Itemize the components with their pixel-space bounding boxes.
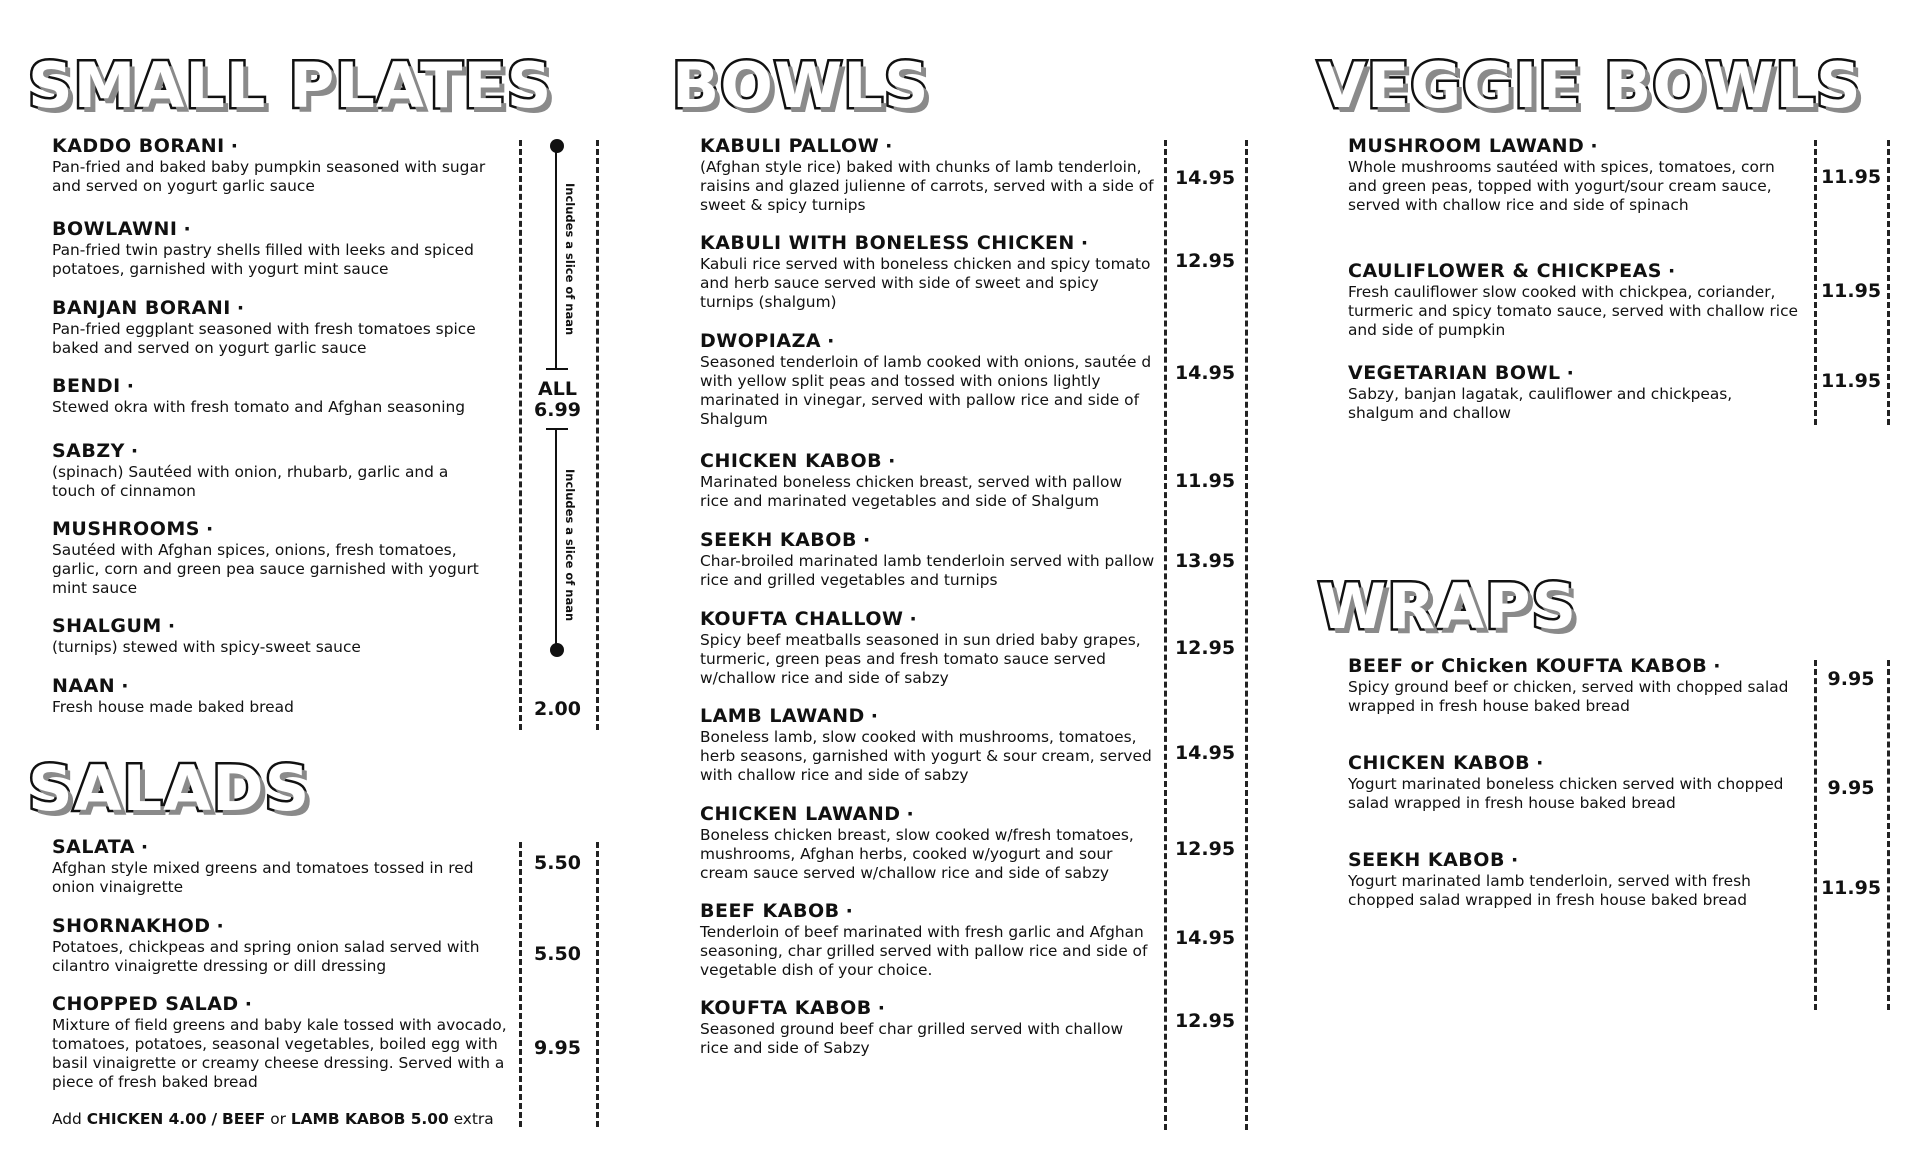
wrap-price: 9.95 <box>1827 777 1875 799</box>
item-description: Boneless chicken breast, slow cooked w/fresh tomatoes, mushrooms, Afghan herbs, cooked w/yogurt and sour cream sauce served w/challow rice and side of sabzy <box>700 826 1134 882</box>
wrap-price: 9.95 <box>1827 668 1875 690</box>
menu-item <box>700 900 1155 980</box>
bowl-price: 14.95 <box>1174 742 1236 764</box>
price-column-right-rule <box>596 140 599 730</box>
item-name: KABULI PALLOW <box>700 135 880 157</box>
item-description: Pan-fried eggplant seasoned with fresh tomatoes spice baked and served on yogurt garlic sauce <box>52 320 476 357</box>
salad-price: 5.50 <box>534 943 581 965</box>
menu-item <box>1348 752 1798 813</box>
salad-price-right-rule <box>596 842 599 1127</box>
menu-item <box>700 330 1155 429</box>
item-name: CHOPPED SALAD <box>52 993 239 1015</box>
item-name: MUSHROOM LAWAND <box>1348 135 1585 157</box>
menu-item <box>52 836 507 897</box>
bowl-price: 12.95 <box>1174 250 1236 272</box>
item-name: SEEKH KABOB <box>1348 849 1505 871</box>
wraps-title: WRAPS <box>1318 570 1578 643</box>
bullet: · <box>216 915 225 937</box>
salad-price: 9.95 <box>534 1037 581 1059</box>
menu-item <box>52 675 507 717</box>
item-description: Seasoned tenderloin of lamb cooked with onions, sautée d with yellow split peas and tossed with onions lightly marinated in vinegar, served with pallow rice and side of Shalgum <box>700 353 1152 428</box>
bullet: · <box>183 218 192 240</box>
item-name: SHORNAKHOD <box>52 915 211 937</box>
item-description: Spicy ground beef or chicken, served with chopped salad wrapped in fresh house baked bread <box>1348 678 1789 715</box>
item-description: Afghan style mixed greens and tomatoes tossed in red onion vinaigrette <box>52 859 474 896</box>
addon-or: or <box>270 1110 286 1128</box>
menu-item <box>1348 362 1768 423</box>
item-name: NAAN <box>52 675 116 697</box>
item-name: CHICKEN KABOB <box>700 450 883 472</box>
bullet: · <box>130 440 139 462</box>
item-name: BEEF or Chicken KOUFTA KABOB <box>1348 655 1708 677</box>
item-description: Sabzy, banjan lagatak, cauliflower and chickpeas, shalgum and challow <box>1348 385 1733 422</box>
item-name: KOUFTA CHALLOW <box>700 608 904 630</box>
item-name: SABZY <box>52 440 125 462</box>
addon-add: Add <box>52 1110 82 1128</box>
item-description: (Afghan style rice) baked with chunks of lamb tenderloin, raisins and glazed julienne of carrots, served with a side of sweet & spicy turnips <box>700 158 1154 214</box>
item-name: MUSHROOMS <box>52 518 200 540</box>
item-name: CAULIFLOWER & CHICKPEAS <box>1348 260 1662 282</box>
salad-addon-note <box>52 1110 494 1128</box>
menu-item <box>700 608 1155 688</box>
item-description: Fresh cauliflower slow cooked with chickpea, coriander, turmeric and spicy tomato sauce, served with challow rice and side of pumpkin <box>1348 283 1799 339</box>
item-description: Sautéed with Afghan spices, onions, fresh tomatoes, garlic, corn and green pea sauce garnished with yogurt mint sauce <box>52 541 479 597</box>
bullet: · <box>827 330 835 352</box>
naan-note-bottom: Includes a slice of naan <box>563 469 577 622</box>
menu-item <box>52 375 507 417</box>
bullet: · <box>870 705 879 727</box>
veggie-price-right-rule <box>1887 140 1890 425</box>
item-description: Yogurt marinated lamb tenderloin, served with fresh chopped salad wrapped in fresh house baked bread <box>1348 872 1751 909</box>
bracket-top-knob <box>550 139 564 153</box>
bracket-top-line <box>555 150 557 368</box>
item-name: DWOPIAZA <box>700 330 822 352</box>
bracket-bottom-line <box>555 428 557 646</box>
item-description: Pan-fried and baked baby pumpkin seasoned with sugar and served on yogurt garlic sauce <box>52 158 486 195</box>
item-description: Whole mushrooms sautéed with spices, tomatoes, corn and green peas, topped with yogurt/sour cream sauce, served with challow rice and side of spinach <box>1348 158 1775 214</box>
veggie-price: 11.95 <box>1820 280 1882 302</box>
bowl-price: 13.95 <box>1174 550 1236 572</box>
menu-item <box>700 997 1155 1058</box>
bullet: · <box>244 993 253 1015</box>
bowls-title: BOWLS <box>672 49 930 122</box>
bullet: · <box>877 997 886 1019</box>
item-description: Char-broiled marinated lamb tenderloin served with pallow rice and grilled vegetables and turnips <box>700 552 1155 589</box>
bowl-price: 11.95 <box>1174 470 1236 492</box>
bowl-price: 14.95 <box>1174 362 1236 384</box>
veggie-price: 11.95 <box>1820 166 1882 188</box>
item-name: SEEKH KABOB <box>700 529 857 551</box>
naan-price: 2.00 <box>534 698 581 720</box>
bowl-price: 14.95 <box>1174 927 1236 949</box>
item-name: BEEF KABOB <box>700 900 840 922</box>
item-name: CHICKEN LAWAND <box>700 803 901 825</box>
bullet: · <box>906 803 915 825</box>
item-description: Kabuli rice served with boneless chicken and spicy tomato and herb sauce served with side of sweet and spicy turnips (shalgum) <box>700 255 1151 311</box>
bowls-price-right-rule <box>1245 140 1248 1130</box>
addon-slash: / <box>211 1110 218 1128</box>
menu-item <box>700 529 1155 590</box>
menu-item <box>1348 655 1798 716</box>
bullet: · <box>1590 135 1599 157</box>
item-description: (turnips) stewed with spicy-sweet sauce <box>52 638 361 656</box>
item-description: Yogurt marinated boneless chicken served with chopped salad wrapped in fresh house baked bread <box>1348 775 1784 812</box>
item-description: Stewed okra with fresh tomato and Afghan seasoning <box>52 398 466 416</box>
bullet: · <box>236 297 245 319</box>
item-name: KABULI WITH BONELESS CHICKEN <box>700 232 1075 254</box>
wrap-price: 11.95 <box>1820 877 1882 899</box>
item-name: SALATA <box>52 836 135 858</box>
bullet: · <box>205 518 214 540</box>
bullet: · <box>1080 232 1089 254</box>
menu-item <box>700 705 1155 785</box>
item-name: SHALGUM <box>52 615 162 637</box>
bracket-top-tick <box>546 368 568 370</box>
veggie-bowls-title: VEGGIE BOWLS <box>1318 49 1862 122</box>
item-name: KADDO BORANI <box>52 135 225 157</box>
veggie-price: 11.95 <box>1820 370 1882 392</box>
menu-item <box>1348 135 1798 215</box>
item-name: BANJAN BORANI <box>52 297 231 319</box>
item-name: BOWLAWNI <box>52 218 178 240</box>
menu-item <box>52 218 507 279</box>
bullet: · <box>1667 260 1676 282</box>
menu-item <box>700 450 1155 511</box>
bowl-price: 14.95 <box>1174 167 1236 189</box>
menu-item <box>52 615 507 657</box>
menu-item <box>1348 260 1798 340</box>
bullet: · <box>1566 362 1575 384</box>
menu-item <box>700 803 1155 883</box>
bowls-price-left-rule <box>1164 140 1167 1130</box>
bullet: · <box>167 615 176 637</box>
small-plates-title: SMALL PLATES <box>28 49 553 122</box>
item-description: (spinach) Sautéed with onion, rhubarb, garlic and a touch of cinnamon <box>52 463 449 500</box>
item-name: KOUFTA KABOB <box>700 997 872 1019</box>
all-label: ALL <box>538 378 577 400</box>
bullet: · <box>845 900 854 922</box>
menu-item <box>1348 849 1798 910</box>
addon-extra: extra <box>453 1110 494 1128</box>
item-description: Seasoned ground beef char grilled served with challow rice and side of Sabzy <box>700 1020 1124 1057</box>
all-price: 6.99 <box>534 399 581 421</box>
price-column-left-rule <box>519 140 522 730</box>
item-description: Pan-fried twin pastry shells filled with leeks and spiced potatoes, garnished with yogurt mint sauce <box>52 241 474 278</box>
menu-item <box>52 135 507 196</box>
bullet: · <box>1713 655 1721 677</box>
bullet: · <box>140 836 149 858</box>
addon-chicken: CHICKEN 4.00 <box>86 1110 207 1128</box>
menu-item <box>52 440 482 501</box>
item-description: Potatoes, chickpeas and spring onion salad served with cilantro vinaigrette dressing or dill dressing <box>52 938 480 975</box>
item-description: Mixture of field greens and baby kale tossed with avocado, tomatoes, potatoes, seasonal vegetables, boiled egg with basil vinaigrette or creamy cheese dressing. Served with a piece of fresh baked bread <box>52 1016 507 1091</box>
bullet: · <box>885 135 893 157</box>
bullet: · <box>126 375 135 397</box>
bullet: · <box>121 675 129 697</box>
item-description: Boneless lamb, slow cooked with mushrooms, tomatoes, herb seasons, garnished with yogurt & sour cream, served with challow rice and side of sabzy <box>700 728 1152 784</box>
bullet: · <box>888 450 896 472</box>
wraps-price-right-rule <box>1887 660 1890 1010</box>
salads-title: SALADS <box>28 752 311 825</box>
menu-item <box>52 297 507 358</box>
menu-item <box>700 135 1155 215</box>
item-description: Tenderloin of beef marinated with fresh garlic and Afghan seasoning, char grilled served with pallow rice and side of vegetable dish of your choice. <box>700 923 1148 979</box>
item-name: LAMB LAWAND <box>700 705 865 727</box>
bullet: · <box>1510 849 1519 871</box>
menu-item <box>52 518 507 598</box>
bracket-bottom-tick <box>546 428 568 430</box>
item-name: VEGETARIAN BOWL <box>1348 362 1561 384</box>
addon-lamb: LAMB KABOB 5.00 <box>290 1110 449 1128</box>
menu-item <box>52 993 507 1092</box>
bracket-bottom-knob <box>550 643 564 657</box>
item-name: BENDI <box>52 375 121 397</box>
salad-price-left-rule <box>519 842 522 1127</box>
bowl-price: 12.95 <box>1174 637 1236 659</box>
bullet: · <box>230 135 239 157</box>
bowl-price: 12.95 <box>1174 838 1236 860</box>
naan-note-top: Includes a slice of naan <box>563 183 577 336</box>
wraps-price-left-rule <box>1814 660 1817 1010</box>
bullet: · <box>862 529 871 551</box>
bullet: · <box>1536 752 1544 774</box>
addon-beef: BEEF <box>222 1110 266 1128</box>
bowl-price: 12.95 <box>1174 1010 1236 1032</box>
item-description: Fresh house made baked bread <box>52 698 294 716</box>
item-description: Spicy beef meatballs seasoned in sun dried baby grapes, turmeric, green peas and fresh tomato sauce served w/challow rice and side of sabzy <box>700 631 1141 687</box>
salad-price: 5.50 <box>534 852 581 874</box>
menu-item <box>52 915 507 976</box>
menu-item <box>700 232 1155 312</box>
item-description: Marinated boneless chicken breast, served with pallow rice and marinated vegetables and side of Shalgum <box>700 473 1123 510</box>
bullet: · <box>909 608 918 630</box>
item-name: CHICKEN KABOB <box>1348 752 1531 774</box>
